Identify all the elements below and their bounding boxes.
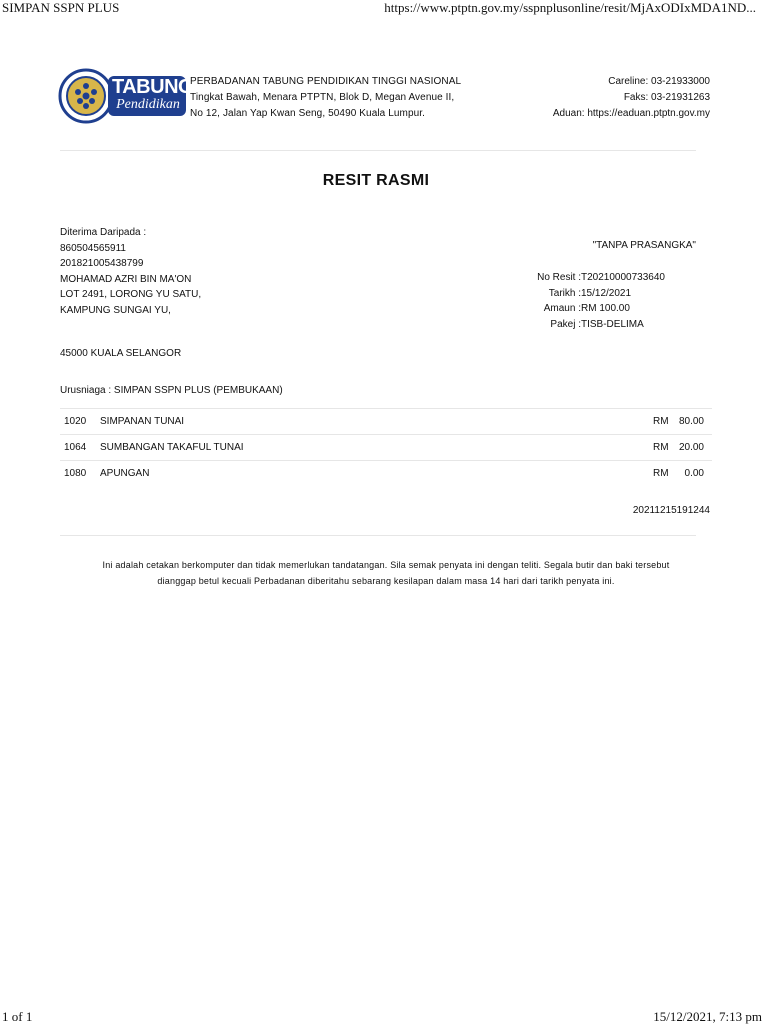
item-currency: RM [653, 442, 669, 453]
logo-brand-text: TABUNG [112, 76, 194, 98]
payer-name: MOHAMAD AZRI BIN MA'ON [60, 273, 192, 285]
org-address-line: No 12, Jalan Yap Kwan Seng, 50490 Kuala Lumpur. [190, 108, 426, 119]
organization-address [190, 74, 461, 122]
disclaimer-note [60, 558, 712, 589]
date-label: Tarikh : [548, 287, 581, 299]
print-datetime: 15/12/2021, 7:13 pm [653, 1009, 762, 1024]
tabung-pendidikan-logo [58, 68, 194, 124]
transaction-reference: 20211215191244 [632, 505, 710, 516]
receipt-date: 15/12/2021 [581, 287, 632, 299]
receipt-info [531, 270, 665, 332]
item-amount: 0.00 [684, 468, 704, 479]
divider [60, 150, 696, 151]
payer-postcode: 45000 KUALA SELANGOR [60, 348, 182, 359]
package-label: Pakej : [550, 318, 581, 330]
payer-address-line: KAMPUNG SUNGAI YU, [60, 304, 171, 316]
items-table [60, 408, 712, 486]
table-row [60, 408, 712, 434]
org-name: PERBADANAN TABUNG PENDIDIKAN TINGGI NASIONAL [190, 76, 462, 87]
print-url: https://www.ptptn.gov.my/sspnplusonline/resit/MjAxODIxMDA1ND... [384, 0, 756, 15]
item-amount: 20.00 [678, 442, 704, 453]
disclaimer-line: dianggap betul kecuali Perbadanan diberitahu sebarang kesilapan dalam masa 14 hari dari tarikh penyata ini. [157, 575, 615, 586]
item-description: SIMPANAN TUNAI [100, 416, 185, 427]
print-page-count: 1 of 1 [2, 1009, 33, 1024]
item-code: 1064 [64, 442, 87, 453]
payer-account: 201821005438799 [60, 258, 144, 269]
item-code: 1080 [64, 468, 87, 479]
transaction-type: Urusniaga : SIMPAN SSPN PLUS (PEMBUKAAN) [60, 385, 283, 396]
item-description: SUMBANGAN TAKAFUL TUNAI [100, 442, 244, 453]
receipt-amount: RM 100.00 [581, 303, 630, 314]
payer-label: Diterima Daripada : [60, 227, 147, 238]
disclaimer-line: Ini adalah cetakan berkomputer dan tidak memerlukan tandatangan. Sila semak penyata ini dengan teliti. Segala butir dan baki tersebut [102, 560, 670, 570]
item-amount: 80.00 [678, 416, 704, 427]
fax: Faks: 03-21931263 [623, 92, 710, 103]
print-page-title: SIMPAN SSPN PLUS [2, 0, 120, 15]
amount-label: Amaun : [543, 303, 581, 314]
item-currency: RM [653, 468, 669, 479]
receipt-package: TISB-DELIMA [581, 318, 644, 330]
complaint-url: Aduan: https://eaduan.ptptn.gov.my [552, 108, 710, 119]
careline: Careline: 03-21933000 [608, 76, 710, 87]
receipt-no: T20210000733640 [581, 272, 665, 283]
contact-info [553, 74, 710, 122]
item-currency: RM [653, 416, 669, 427]
receipt-no-label: No Resit : [537, 272, 581, 283]
item-code: 1020 [64, 416, 87, 427]
without-prejudice-note: "TANPA PRASANGKA" [592, 240, 696, 251]
logo-sub-text: Pendidikan [116, 97, 180, 112]
payer-details [60, 225, 201, 318]
table-row [60, 460, 712, 486]
table-row [60, 434, 712, 460]
page-title: RESIT RASMI [322, 172, 430, 189]
divider [60, 535, 696, 536]
org-address-line: Tingkat Bawah, Menara PTPTN, Blok D, Megan Avenue II, [190, 92, 455, 103]
payer-ic: 860504565911 [60, 242, 126, 254]
item-description: APUNGAN [100, 468, 150, 479]
payer-address-line: LOT 2491, LORONG YU SATU, [60, 289, 202, 300]
